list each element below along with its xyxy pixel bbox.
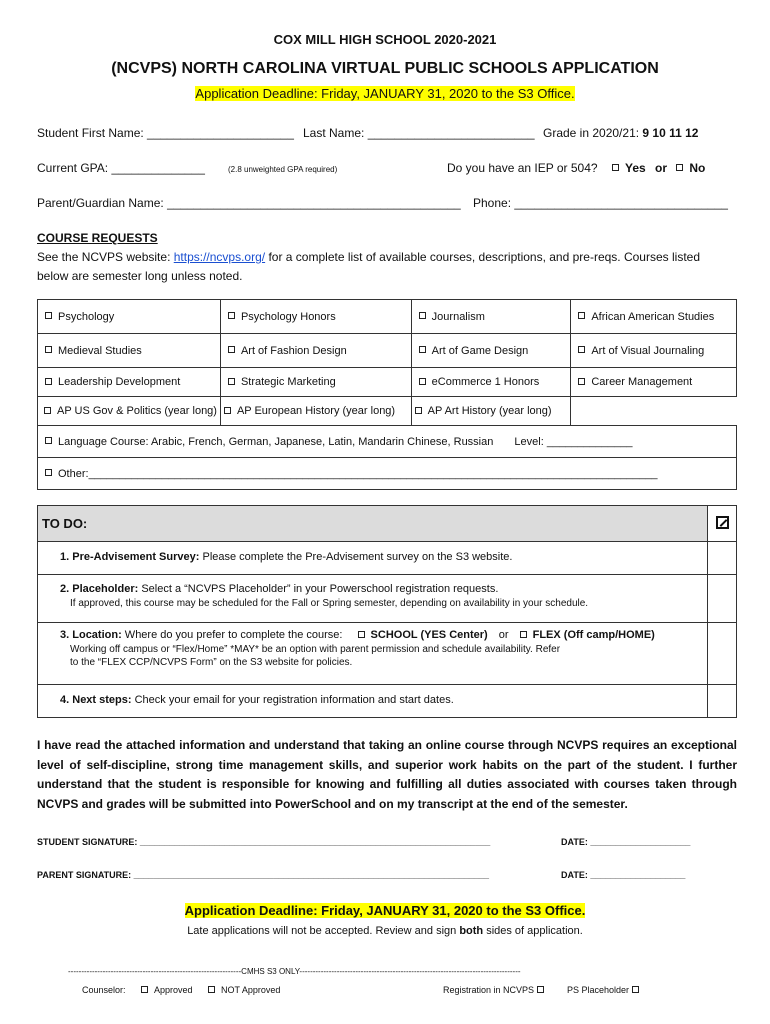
- language-level-field[interactable]: Level: ______________: [514, 435, 633, 448]
- table-row: [38, 300, 737, 334]
- todo-item-3-sub1: Working off campus or “Flex/Home” *MAY* be an option with parent permission and schedule availability. Refer: [70, 644, 561, 655]
- checkbox-icon[interactable]: [228, 312, 235, 319]
- office-use-divider: -----------------------------------------------------------------CMHS S3 ONLY-----------------------------------------------------------------------------------: [68, 967, 521, 976]
- todo-check-1[interactable]: [708, 542, 737, 575]
- checkbox-icon[interactable]: [520, 631, 527, 638]
- other-course-field[interactable]: Other:_____________________________________________________________________________________________: [58, 467, 658, 480]
- course-psychology[interactable]: Psychology: [38, 300, 221, 334]
- course-strategic-marketing[interactable]: Strategic Marketing: [220, 368, 411, 397]
- todo-item-2: 2. Placeholder: Select a “NCVPS Placeholder” in your Powerschool registration requests. If approved, this course may be scheduled for the Fall or Spring semester, depending on availability in your schedule.: [38, 575, 708, 623]
- grade-field[interactable]: [543, 126, 698, 140]
- course-intro-line2: below are semester long unless noted.: [37, 269, 243, 283]
- course-requests-heading: COURSE REQUESTS: [37, 231, 158, 245]
- course-ap-european-history[interactable]: AP European History (year long): [220, 397, 411, 426]
- course-art-of-visual-journaling[interactable]: Art of Visual Journaling: [571, 334, 737, 368]
- checkbox-icon[interactable]: [419, 312, 426, 319]
- todo-check-4[interactable]: [708, 685, 737, 718]
- iep-yes: Yes: [625, 161, 646, 175]
- todo-item: [38, 575, 737, 623]
- iep-question: Do you have an IEP or 504?: [447, 161, 598, 175]
- agreement-text: I have read the attached information and understand that taking an online course through NCVPS requires an exceptional level of self-discipline, strong time management skills, and superior work habits on the part of the student. I further understand that the student is responsible for knowing and fulfilling all duties associated with courses taken through NCVPS and grades will be submitted into PowerSchool and on my transcript at the end of the semester.: [37, 738, 737, 811]
- todo-header-row: [38, 506, 737, 542]
- parent-date-field[interactable]: DATE: ___________________: [561, 870, 686, 880]
- late-notice: Late applications will not be accepted. Review and sign both sides of application.: [187, 925, 583, 937]
- parent-signature-field[interactable]: PARENT SIGNATURE: _______________________________________________________________________: [37, 870, 490, 880]
- checkbox-icon[interactable]: [44, 407, 51, 414]
- table-row: [38, 458, 737, 490]
- page-title: (NCVPS) NORTH CAROLINA VIRTUAL PUBLIC SCHOOLS APPLICATION: [111, 60, 659, 77]
- grade-options[interactable]: 9 10 11 12: [642, 126, 699, 140]
- course-african-american-studies[interactable]: African American Studies: [571, 300, 737, 334]
- checkbox-icon[interactable]: [228, 378, 235, 385]
- checkbox-icon[interactable]: [45, 469, 52, 476]
- table-row: [38, 426, 737, 458]
- school-heading: COX MILL HIGH SCHOOL 2020-2021: [273, 32, 497, 47]
- empty-cell: [571, 397, 737, 426]
- grade-label: Grade in 2020/21:: [543, 126, 640, 140]
- student-signature-field[interactable]: STUDENT SIGNATURE: ______________________________________________________________________: [37, 837, 491, 847]
- course-leadership-development[interactable]: Leadership Development: [38, 368, 221, 397]
- parent-name-field[interactable]: Parent/Guardian Name: ____________________________________________: [37, 196, 461, 210]
- checkbox-icon[interactable]: [45, 312, 52, 319]
- table-row: [38, 397, 737, 426]
- not-approved-option[interactable]: NOT Approved: [208, 985, 280, 995]
- checkbox-icon[interactable]: [676, 164, 683, 171]
- todo-heading: TO DO:: [42, 516, 88, 531]
- location-school-option[interactable]: SCHOOL (YES Center): [358, 629, 488, 641]
- checkbox-icon[interactable]: [224, 407, 231, 414]
- todo-item: [38, 685, 737, 718]
- checkbox-icon[interactable]: [578, 312, 585, 319]
- checkbox-icon[interactable]: [45, 437, 52, 444]
- checkbox-icon[interactable]: [208, 986, 215, 993]
- student-date-field[interactable]: DATE: ____________________: [561, 837, 691, 847]
- gpa-field[interactable]: Current GPA: ______________: [37, 161, 205, 175]
- iep-options[interactable]: [612, 161, 705, 175]
- course-career-management[interactable]: Career Management: [571, 368, 737, 397]
- checkbox-icon[interactable]: [537, 986, 544, 993]
- table-row: [38, 334, 737, 368]
- checkbox-icon[interactable]: [578, 378, 585, 385]
- language-course-row[interactable]: [38, 426, 737, 458]
- checkbox-icon[interactable]: [358, 631, 365, 638]
- course-art-of-game-design[interactable]: Art of Game Design: [411, 334, 571, 368]
- phone-field[interactable]: Phone: ________________________________: [473, 196, 728, 210]
- course-journalism[interactable]: Journalism: [411, 300, 571, 334]
- gpa-note: (2.8 unweighted GPA required): [228, 165, 338, 174]
- deadline-banner: [0, 86, 770, 101]
- counselor-label: Counselor:: [82, 985, 126, 995]
- approved-option[interactable]: Approved: [141, 985, 193, 995]
- last-name-field[interactable]: Last Name: _________________________: [303, 126, 535, 140]
- checked-box-icon[interactable]: [716, 516, 729, 529]
- course-psychology-honors[interactable]: Psychology Honors: [220, 300, 411, 334]
- intro-suffix: for a complete list of available courses, descriptions, and pre-reqs. Courses listed: [265, 250, 700, 264]
- first-name-field[interactable]: Student First Name: ______________________: [37, 126, 294, 140]
- checkbox-icon[interactable]: [419, 346, 426, 353]
- intro-prefix: See the NCVPS website:: [37, 250, 174, 264]
- course-ap-us-gov[interactable]: AP US Gov & Politics (year long): [38, 397, 221, 426]
- todo-item-3-sub2: to the “FLEX CCP/NCVPS Form” on the S3 website for policies.: [70, 657, 353, 668]
- checkbox-icon[interactable]: [578, 346, 585, 353]
- table-row: [38, 368, 737, 397]
- ncvps-link[interactable]: https://ncvps.org/: [173, 250, 266, 264]
- course-art-of-fashion-design[interactable]: Art of Fashion Design: [220, 334, 411, 368]
- footer-deadline-text: Application Deadline: Friday, JANUARY 31, 2020 to the S3 Office.: [184, 903, 586, 918]
- todo-item: [38, 542, 737, 575]
- checkbox-icon[interactable]: [419, 378, 426, 385]
- other-course-row[interactable]: [38, 458, 737, 490]
- checkbox-icon[interactable]: [45, 346, 52, 353]
- todo-item-3: 3. Location: Where do you prefer to complete the course: SCHOOL (YES Center) or FLEX (Off camp/HOME) Working off campus or “Flex/Home” *MAY* be an option with parent permission and schedule availability. Refer to the “FLEX CCP/NCVPS Form” on the S3 website for policies.: [38, 623, 708, 685]
- course-ap-art-history[interactable]: AP Art History (year long): [411, 397, 571, 426]
- course-medieval-studies[interactable]: Medieval Studies: [38, 334, 221, 368]
- checkbox-icon[interactable]: [415, 407, 422, 414]
- todo-heading-cell: [38, 506, 708, 542]
- checkbox-icon[interactable]: [228, 346, 235, 353]
- checkbox-icon[interactable]: [612, 164, 619, 171]
- todo-item-4: 4. Next steps: Check your email for your registration information and start dates.: [38, 685, 708, 718]
- location-flex-option[interactable]: FLEX (Off camp/HOME): [520, 629, 655, 641]
- todo-table: [37, 505, 737, 718]
- deadline-text: Application Deadline: Friday, JANUARY 31, 2020 to the S3 Office.: [195, 86, 575, 101]
- ps-placeholder-option[interactable]: PS Placeholder: [567, 985, 645, 995]
- iep-no: No: [689, 161, 706, 175]
- course-ecommerce-1-honors[interactable]: eCommerce 1 Honors: [411, 368, 571, 397]
- checkbox-icon[interactable]: [632, 986, 639, 993]
- language-course-label: Language Course: Arabic, French, German, Japanese, Latin, Mandarin Chinese, Russian: [58, 435, 494, 448]
- todo-check-cell: [708, 506, 737, 542]
- course-table: [37, 299, 737, 490]
- todo-item-2-sub: If approved, this course may be scheduled for the Fall or Spring semester, depending on availability in your schedule.: [70, 598, 589, 609]
- checkbox-icon[interactable]: [45, 378, 52, 385]
- registration-option[interactable]: Registration in NCVPS: [443, 985, 550, 995]
- footer-deadline: [0, 903, 770, 918]
- course-intro-line1: [37, 250, 700, 264]
- todo-item: [38, 623, 737, 685]
- iep-or: or: [655, 161, 668, 175]
- checkbox-icon[interactable]: [141, 986, 148, 993]
- todo-item-1: 1. Pre-Advisement Survey: Please complete the Pre-Advisement survey on the S3 website.: [38, 542, 708, 575]
- todo-check-2[interactable]: [708, 575, 737, 623]
- todo-check-3[interactable]: [708, 623, 737, 685]
